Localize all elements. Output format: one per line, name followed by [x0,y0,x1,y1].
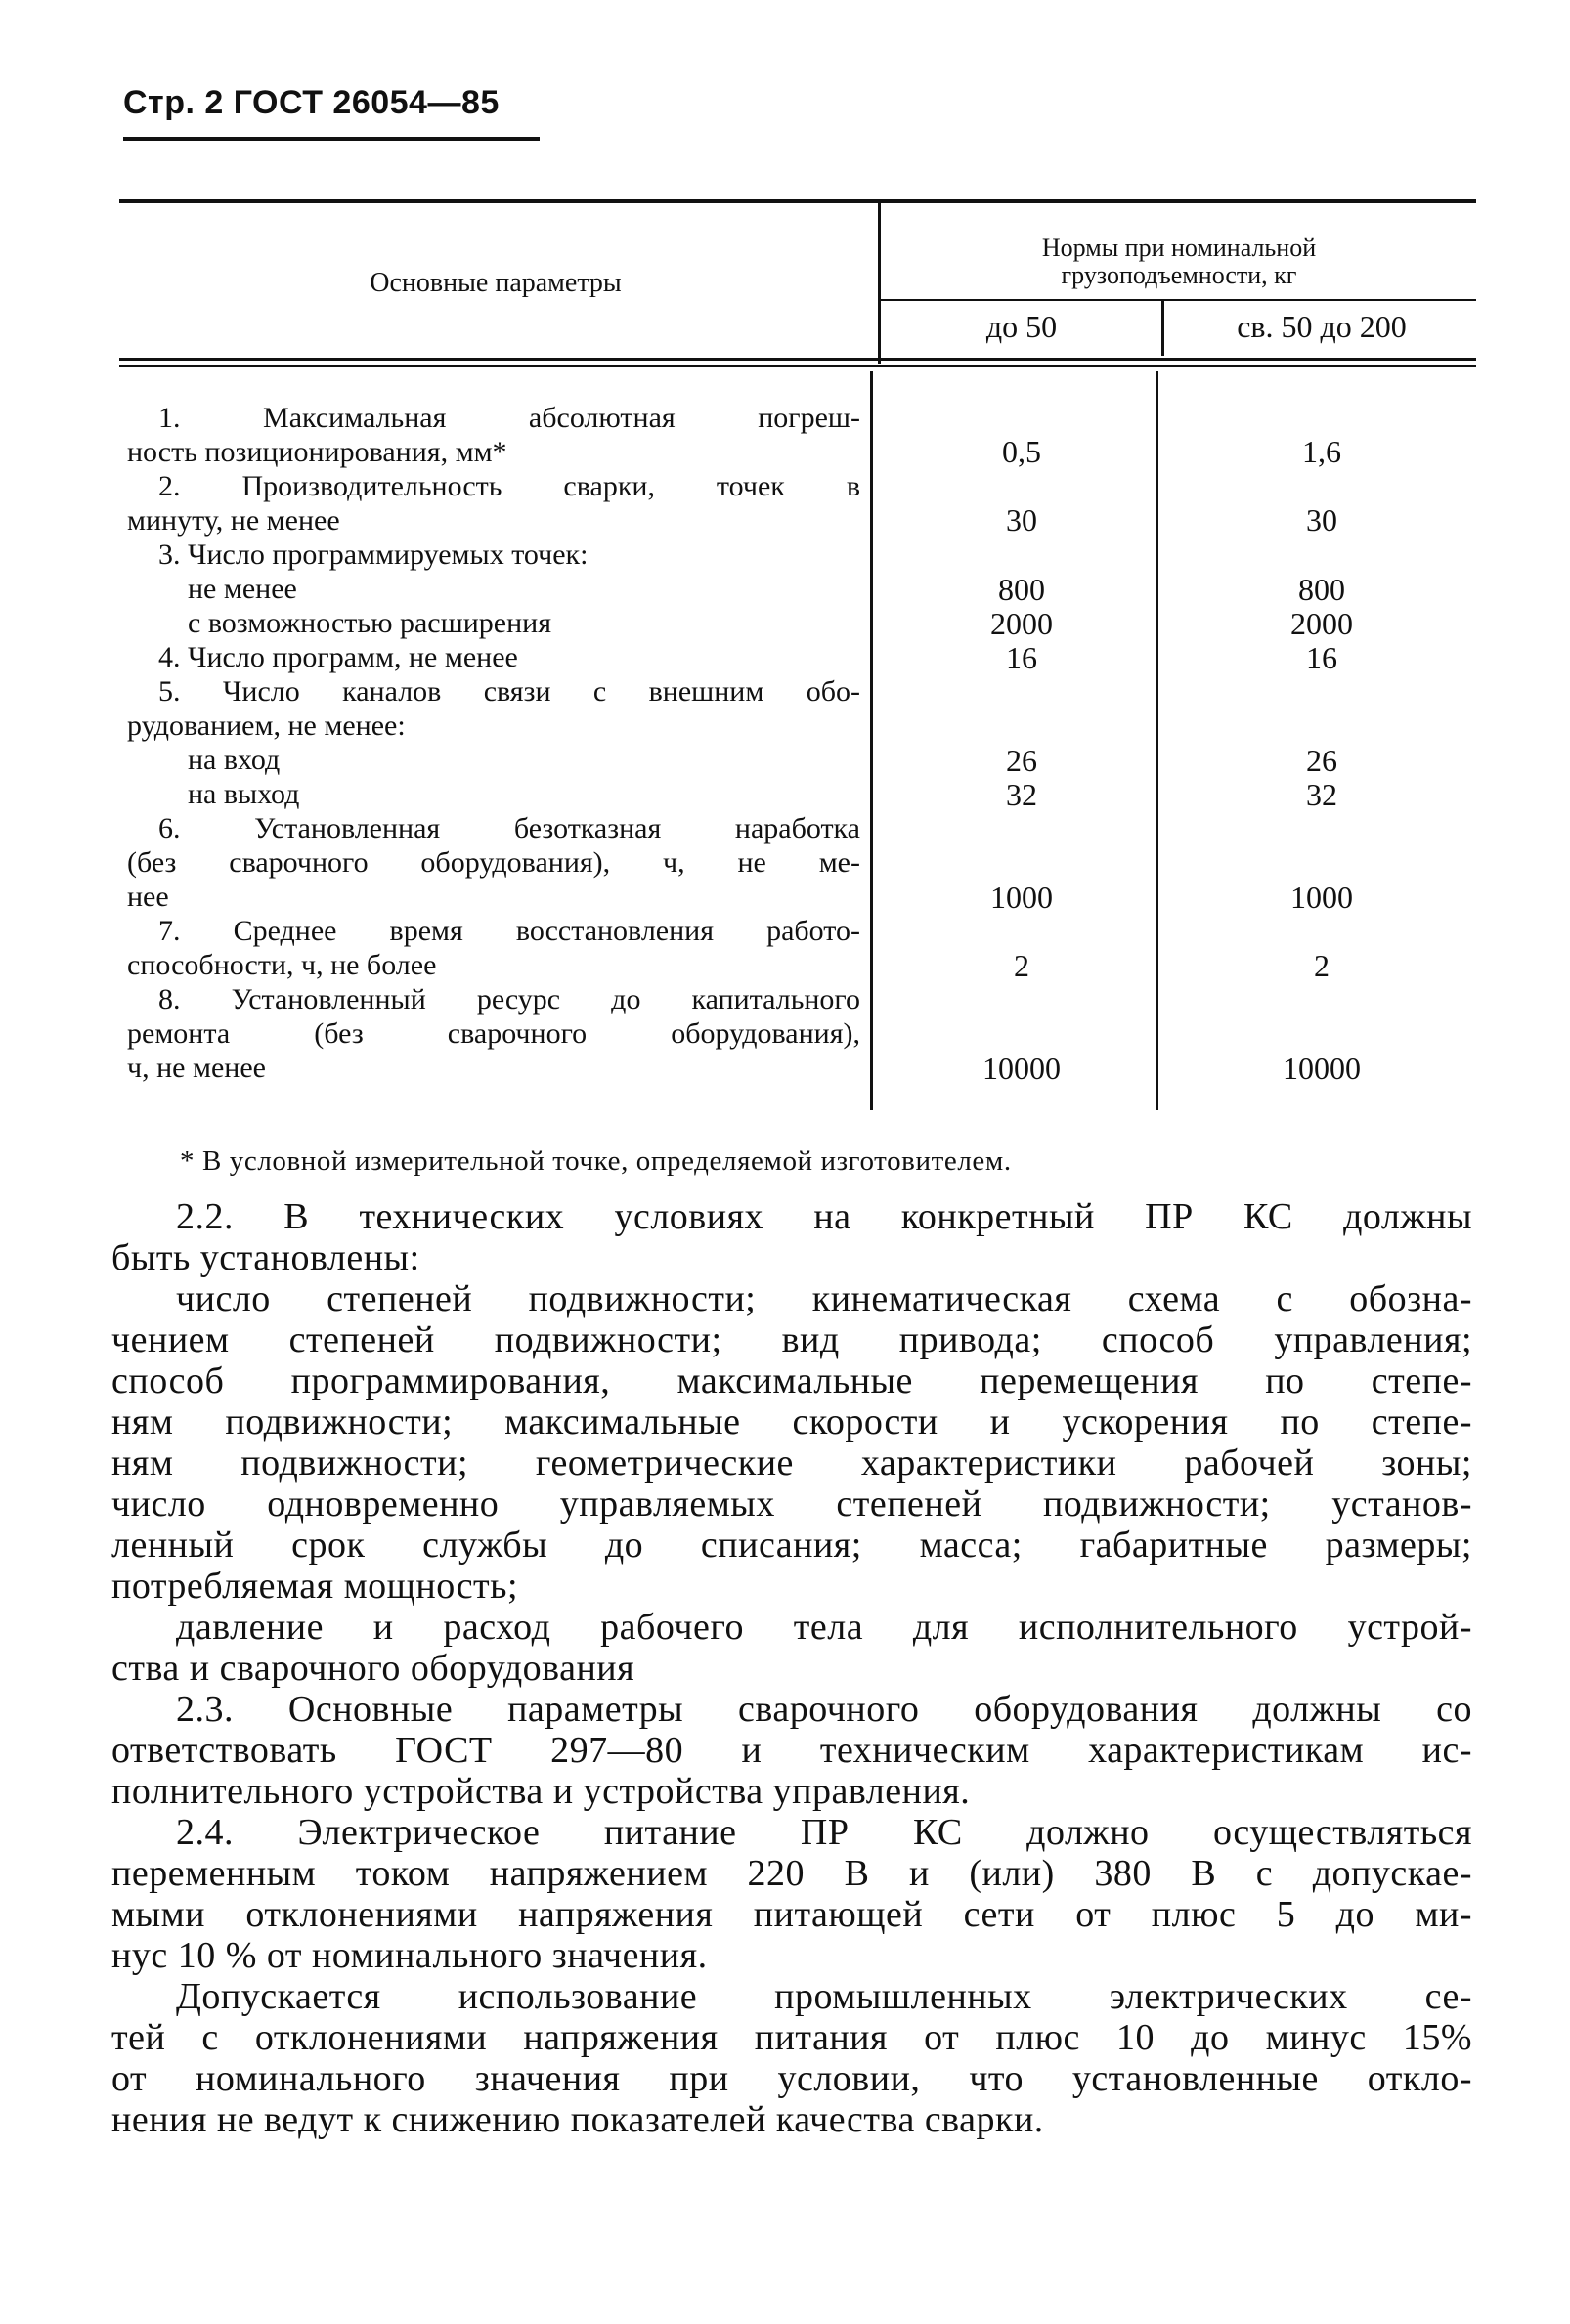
table-row-5b-col2: 32 [1306,777,1337,812]
body-vline-main [870,371,873,1110]
table-row-1-label: 1. Максимальная абсолютная погреш- ность позиционирования, мм* [127,402,860,468]
table-row-1-col2: 1,6 [1302,434,1341,469]
table-row-3b-col1: 2000 [990,606,1053,641]
table-row-5b-label: на выход [188,778,300,810]
table-row-7-col1: 2 [1014,948,1029,983]
table-footnote: * В условной измерительной точке, определяемой изготовителем. [180,1145,1012,1177]
header-double-rule-2 [119,365,1476,367]
table-row-8-col2: 10000 [1283,1051,1361,1086]
table-row-5a-col1: 26 [1006,743,1037,778]
table-row-4-col2: 16 [1306,640,1337,675]
table-vline-sub [1161,301,1164,356]
clause-2-2-list-a: число степеней подвижности; кинематическая схема с обозна- чением степеней подвижности; вид привода; способ управления; способ программирования, максимальные перемещения по степе- ням подвижности; максимальные скорости и ускорения по степе- ням подвижности; геометрические характеристики рабочей зоны; число одновременно управляемых степеней подвижности; установ- ленный срок службы до списания; масса; габаритные размеры; потребляемая мощность; [111,1278,1472,1607]
body-vline-sub [1156,371,1158,1110]
header-double-rule-1 [119,358,1476,361]
clause-2-4-allowance: Допускается использование промышленных электрических се- тей с отклонениями напряжения питания от плюс 10 до минус 15% от номинального значения при условии, что установленные откло- нения не ведут к снижению показателей качества сварки. [111,1976,1472,2140]
table-row-6-col2: 1000 [1290,880,1353,915]
header-norms [882,235,1476,289]
clause-2-2-list-b: давление и расход рабочего тела для исполнительного устрой- ства и сварочного оборудования [111,1607,1472,1689]
table-row-3a-col1: 800 [998,572,1045,607]
table-row-6-col1: 1000 [990,880,1053,915]
table-row-2-label: 2. Производительность сварки, точек в минуту, не менее [127,470,860,537]
table-row-5-label: 5. Число каналов связи с внешним обо- рудованием, не менее: [127,675,860,742]
clause-2-2: 2.2. В технических условиях на конкретный ПР КС должны быть установлены: [111,1196,1472,1278]
table-row-8-label: 8. Установленный ресурс до капитального ремонта (без сварочного оборудования), ч, не менее [127,983,860,1084]
table-row-7-label: 7. Среднее время восстановления работо- способности, ч, не более [127,915,860,981]
table-row-6-label: 6. Установленная безотказная наработка (без сварочного оборудования), ч, не ме- нее [127,812,860,913]
header-col-50-to-200: св. 50 до 200 [1237,309,1407,344]
table-top-rule [119,199,1476,203]
table-row-1-col1: 0,5 [1002,434,1041,469]
table-row-3b-col2: 2000 [1290,606,1353,641]
table-row-4-col1: 16 [1006,640,1037,675]
header-norms-line2: грузоподъемности, кг [1061,261,1297,289]
body-text [111,1196,1472,2140]
table-row-2-col2: 30 [1306,502,1337,538]
header-params: Основные параметры [370,268,622,298]
table-row-4-label: 4. Число программ, не менее [158,641,518,673]
table-row-8-col1: 10000 [982,1051,1061,1086]
header-norms-line1: Нормы при номинальной [1041,234,1317,262]
table-vline-main [878,199,881,364]
clause-2-3: 2.3. Основные параметры сварочного оборудования должны со ответствовать ГОСТ 297—80 и техническим характеристикам ис- полнительного устройства и устройства управления. [111,1689,1472,1812]
running-head: Стр. 2 ГОСТ 26054—85 [123,84,500,121]
table-row-7-col2: 2 [1314,948,1330,983]
table-row-3a-col2: 800 [1298,572,1345,607]
clause-2-4: 2.4. Электрическое питание ПР КС должно осуществляться переменным током напряжением 220 В и (или) 380 В с допускае- мыми отклонениями напряжения питающей сети от плюс 5 до ми- нус 10 % от номинального значения. [111,1812,1472,1976]
table-row-5a-col2: 26 [1306,743,1337,778]
running-head-rule [123,137,540,141]
table-row-2-col1: 30 [1006,502,1037,538]
table-row-3a-label: не менее [188,573,297,605]
table-row-5b-col1: 32 [1006,777,1037,812]
table-row-5a-label: на вход [188,744,281,776]
table-row-3-label: 3. Число программируемых точек: [158,538,589,571]
header-col-up-to-50: до 50 [985,309,1058,344]
table-subheader-rule [880,299,1476,301]
table-row-3b-label: с возможностью расширения [188,607,551,639]
